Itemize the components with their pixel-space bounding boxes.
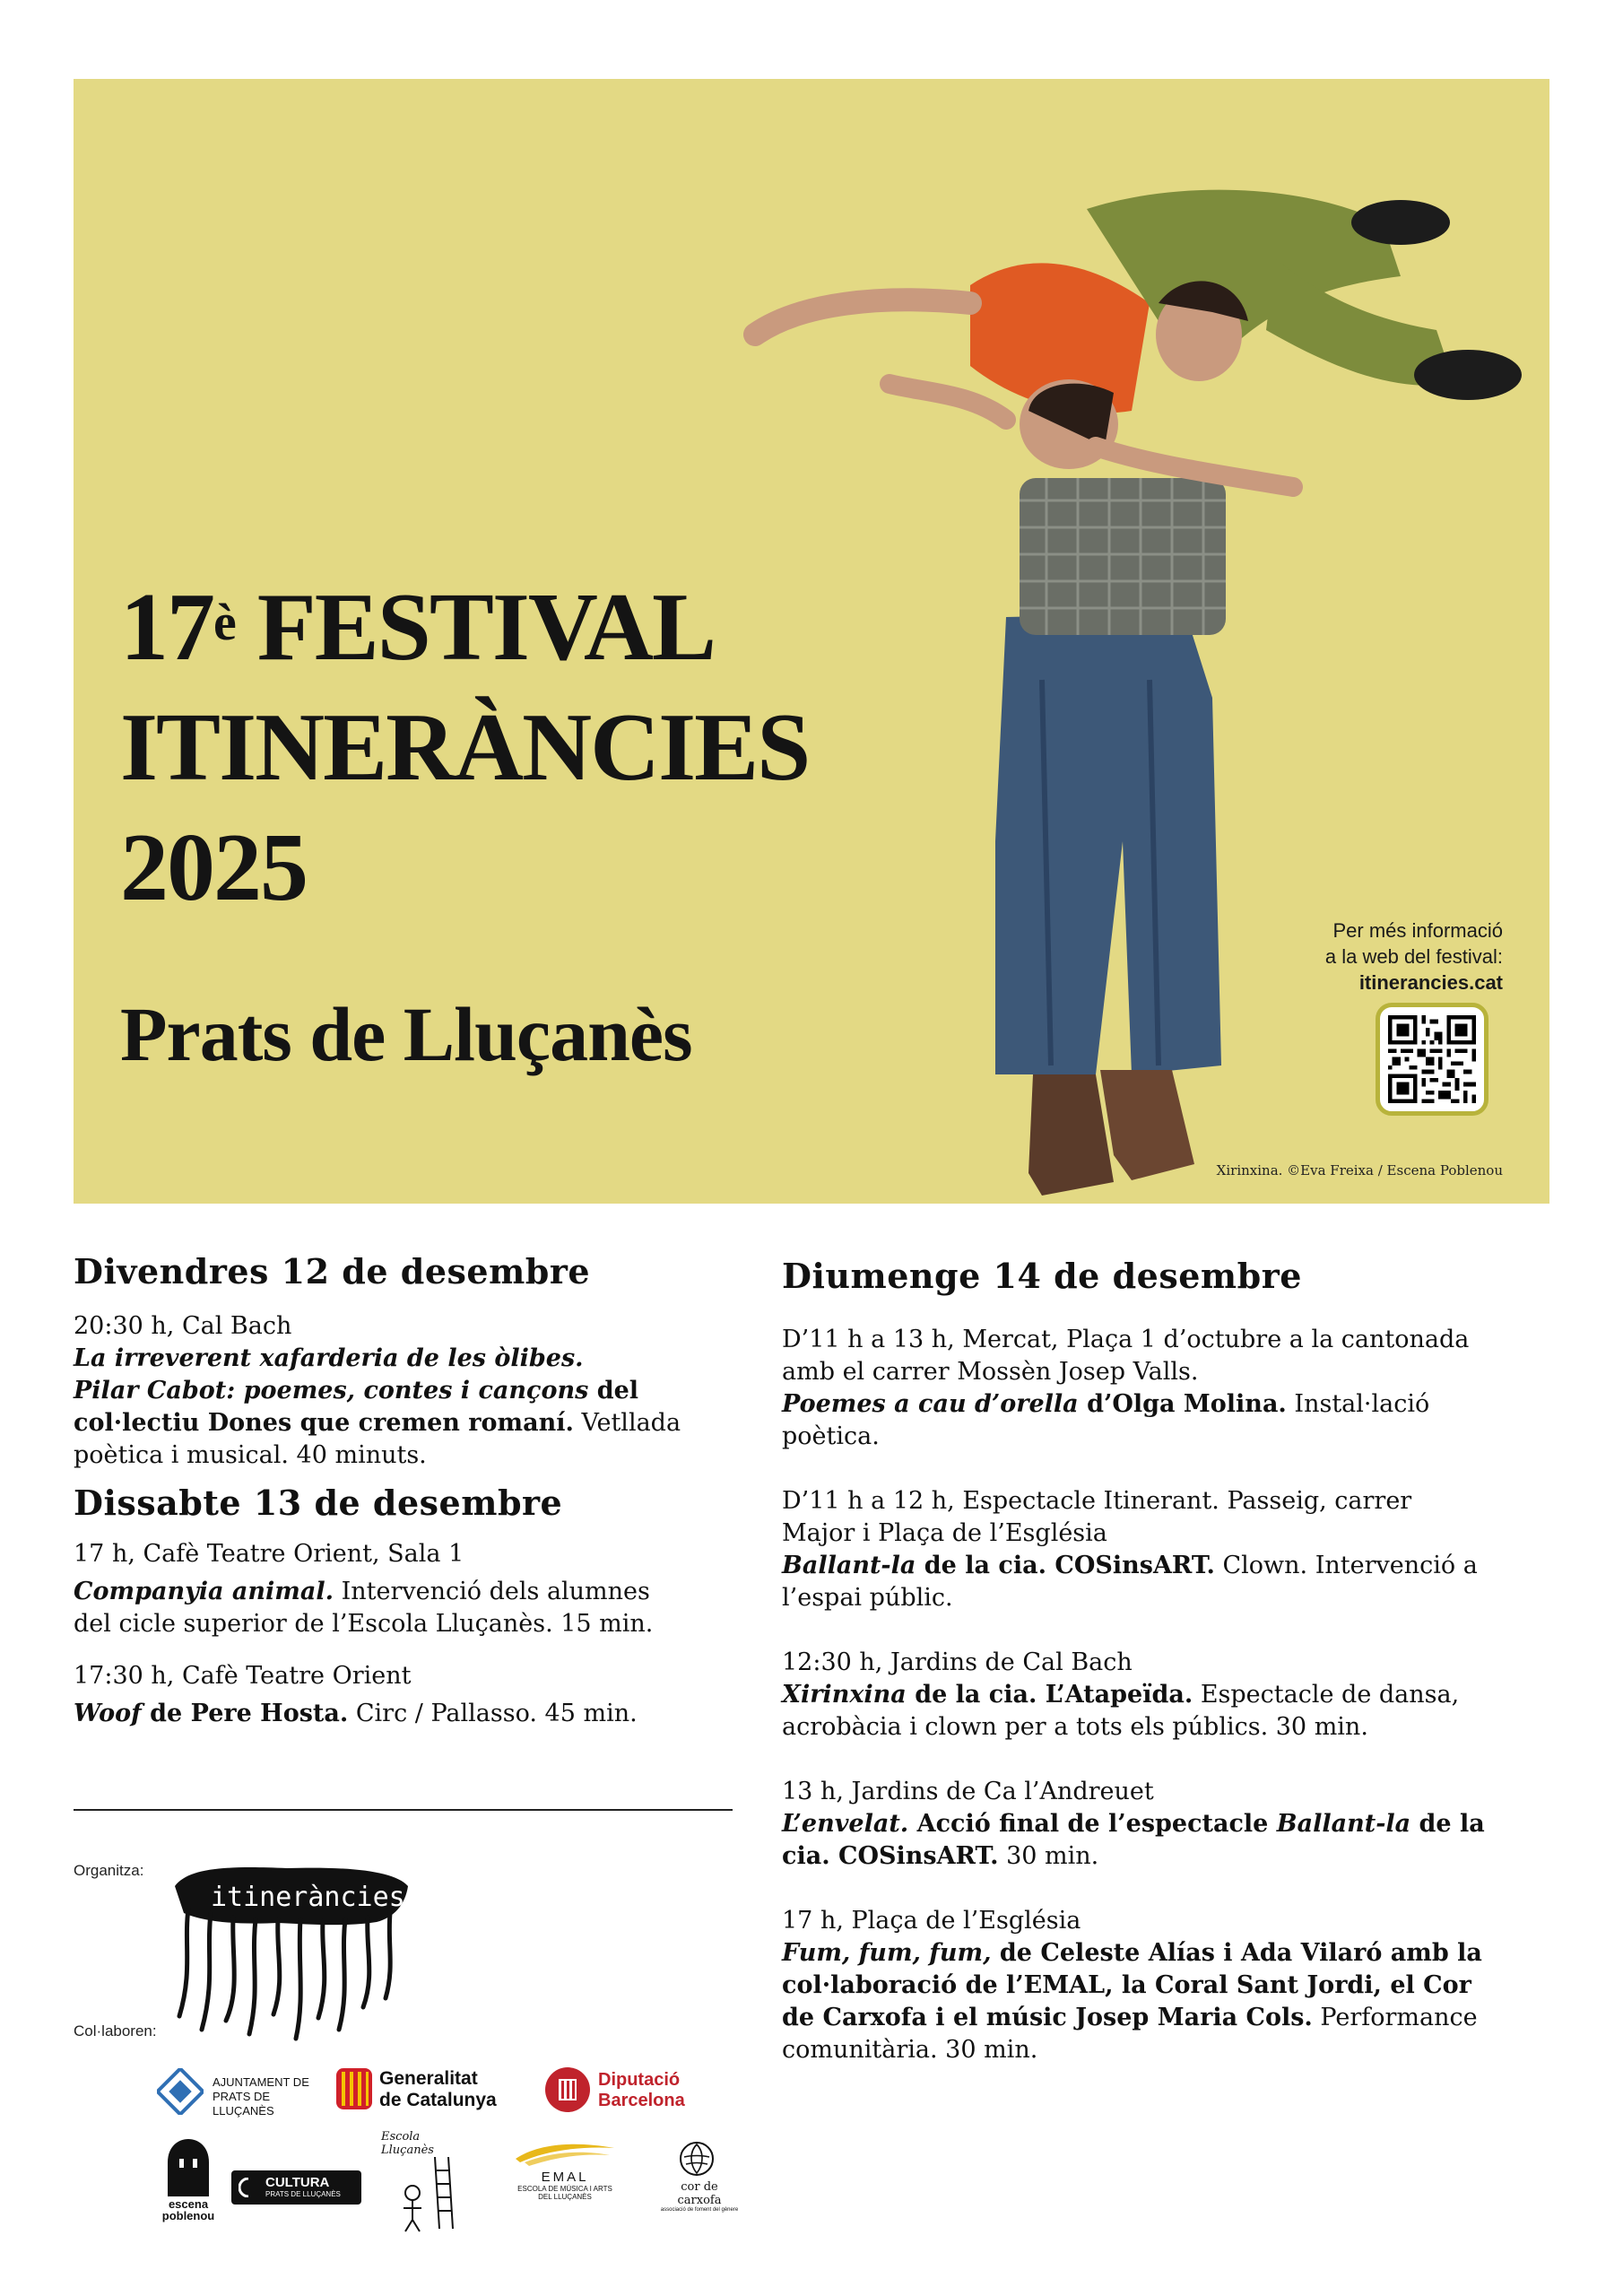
festival-title: $17^è$ FESTIVAL ITINERÀNCIES 2025 [120,574,810,921]
ajuntament-text-1: AJUNTAMENT DE [213,2075,309,2089]
saturday-event2-author: de Pere Hosta. [141,1700,349,1727]
ajuntament-text-2: PRATS DE LLUÇANÈS [213,2090,274,2118]
cultura-logo [231,2170,361,2205]
sunday-event3-title: Xirinxina [782,1681,907,1709]
sunday-event1-author: d’Olga Molina. [1078,1390,1287,1418]
generalitat-logo [336,2063,516,2117]
sunday-event1-desc-b: poètica. [782,1422,880,1450]
collaboren-label: Col·laboren: [74,2022,157,2039]
sunday-event1-desc-a: Instal·lació [1286,1390,1430,1418]
friday-event-time: 20:30 h, Cal Bach [74,1312,292,1340]
divider [74,1809,733,1811]
festival-location: Prats de Lluçanès [120,991,692,1077]
friday-heading: Divendres 12 de desembre [74,1251,591,1292]
photo-credit: Xirinxina. ©Eva Freixa / Escena Poblenou [1216,1162,1503,1178]
cor-de-carxofa-logo [659,2139,740,2229]
sunday-event5-time: 17 h, Plaça de l’Església [782,1907,1081,1935]
sunday-event4-title: L’envelat. [782,1810,909,1838]
sunday-heading: Diumenge 14 de desembre [782,1256,1302,1296]
sunday-event4-title2: Ballant-la [1276,1810,1411,1838]
saturday-event2-title: Woof [74,1700,142,1727]
sunday-event1-line1: D’11 h a 13 h, Mercat, Plaça 1 d’octubre a la cantonada [782,1326,1470,1353]
diputacio-emblem-icon [544,2066,591,2113]
cultura-text-2: PRATS DE LLUÇANÈS [265,2190,341,2198]
generalitat-text-2: de Catalunya [379,2090,497,2110]
cultura-text-1: CULTURA [265,2175,330,2190]
diputacio-text-1: Diputació [598,2070,681,2090]
friday-event-title2: Pilar Cabot: poemes, contes i cançons [74,1377,589,1405]
sunday-event4-desc: 30 min. [998,1842,1099,1870]
friday-desc-b: poètica i musical. 40 minuts. [74,1441,427,1469]
diputacio-text-2: Barcelona [598,2091,685,2110]
sunday-event2-desc-a: Clown. Intervenció a [1214,1552,1478,1579]
saturday-heading: Dissabte 13 de desembre [74,1483,563,1523]
saturday-event1-desc-b: del cicle superior de l’Escola Lluçanès. 15 min. [74,1610,654,1638]
sunday-event5-desc-b: comunitària. 30 min. [782,2036,1038,2064]
escena-poblenou-icon [164,2139,213,2196]
emal-logo [507,2139,623,2229]
sunday-event2-desc-b: l’espai públic. [782,1584,953,1612]
escola-text: Escola Lluçanès [381,2130,434,2157]
diputacio-logo [544,2063,724,2117]
more-info: Per més informació a la web del festival: itinerancies.cat [1324,919,1503,994]
left-column [74,1251,755,1730]
generalitat-emblem-icon [336,2068,372,2109]
qr-code[interactable] [1376,1003,1488,1116]
friday-event-title3: col·lectiu Dones que cremen romaní. [74,1409,574,1437]
right-column [782,1256,1562,2066]
sunday-event3-desc-a: Espectacle de dansa, [1193,1681,1460,1709]
sunday-event5-line3: de Carxofa i el músic Josep Maria Cols. [782,2004,1313,2031]
ajuntament-emblem-icon [157,2068,204,2115]
sunday-event1-title: Poemes a cau d’orella [782,1390,1079,1418]
sunday-event2-line1: D’11 h a 12 h, Espectacle Itinerant. Passeig, carrer [782,1487,1412,1515]
escena-text-1: escena [168,2197,209,2211]
sunday-event2-author: de la cia. COSinsART. [916,1552,1215,1579]
emal-swoosh-icon [511,2139,619,2166]
sunday-event2-title: Ballant-la [782,1552,916,1579]
sunday-event3-time: 12:30 h, Jardins de Cal Bach [782,1648,1133,1676]
friday-desc-a: Vetllada [573,1409,681,1437]
itinerancies-logo [170,1864,412,2043]
escola-llucanes-logo [381,2130,471,2238]
escena-text-2: poblenou [161,2209,215,2222]
sunday-event4-author-b: cia. COSinsART. [782,1842,999,1870]
cultura-icon [239,2178,258,2197]
saturday-event1-desc-a: Intervenció dels alumnes [334,1578,650,1605]
ajuntament-logo [157,2065,327,2118]
itinerancies-logo-text: itineràncies [211,1882,405,1913]
sunday-event5-title: Fum, fum, fum, [782,1939,992,1967]
escena-poblenou-logo [157,2139,220,2229]
sunday-event5-desc-a: Performance [1312,2004,1478,2031]
emal-text-3: DEL LLUÇANÈS [538,2193,592,2201]
friday-connector: del [588,1377,639,1405]
saturday-event1-title: Companyia animal. [74,1578,334,1605]
organitza-label: Organitza: [74,1862,144,1879]
sunday-event5-line1: de Celeste Alías i Ada Vilaró amb la [991,1939,1482,1967]
friday-event-title1: La irreverent xafarderia de les òlibes. [74,1344,584,1372]
sunday-event3-desc-b: acrobàcia i clown per a tots els públics. 30 min. [782,1713,1368,1741]
sunday-event5-line2: col·laboració de l’EMAL, la Coral Sant Jordi, el Cor [782,1971,1471,1999]
emal-text-2: ESCOLA DE MÚSICA I ARTS [517,2185,612,2193]
escola-drawing-icon [386,2152,466,2233]
generalitat-text-1: Generalitat [379,2068,478,2089]
saturday-event1-time: 17 h, Cafè Teatre Orient, Sala 1 [74,1540,464,1568]
carxofa-text-2: associació de foment del gènere [660,2207,739,2213]
carxofa-text-1: cor de carxofa [677,2180,722,2207]
festival-url[interactable]: itinerancies.cat [1358,971,1503,994]
sunday-event4-mid: Acció final de l’espectacle [908,1810,1277,1838]
carxofa-icon [677,2139,716,2179]
hero-banner [74,79,1549,1204]
sunday-event3-author: de la cia. L’Atapeïda. [906,1681,1193,1709]
sunday-event2-line2: Major i Plaça de l’Església [782,1519,1107,1547]
saturday-event2-time: 17:30 h, Cafè Teatre Orient [74,1662,412,1690]
sunday-event1-line2: amb el carrer Mossèn Josep Valls. [782,1358,1199,1386]
emal-text-1: EMAL [541,2170,589,2185]
qr-code-icon [1388,1015,1476,1103]
sunday-event4-time: 13 h, Jardins de Ca l’Andreuet [782,1778,1154,1805]
sunday-event4-author-a: de la [1410,1810,1485,1838]
saturday-event2-desc: Circ / Pallasso. 45 min. [348,1700,638,1727]
